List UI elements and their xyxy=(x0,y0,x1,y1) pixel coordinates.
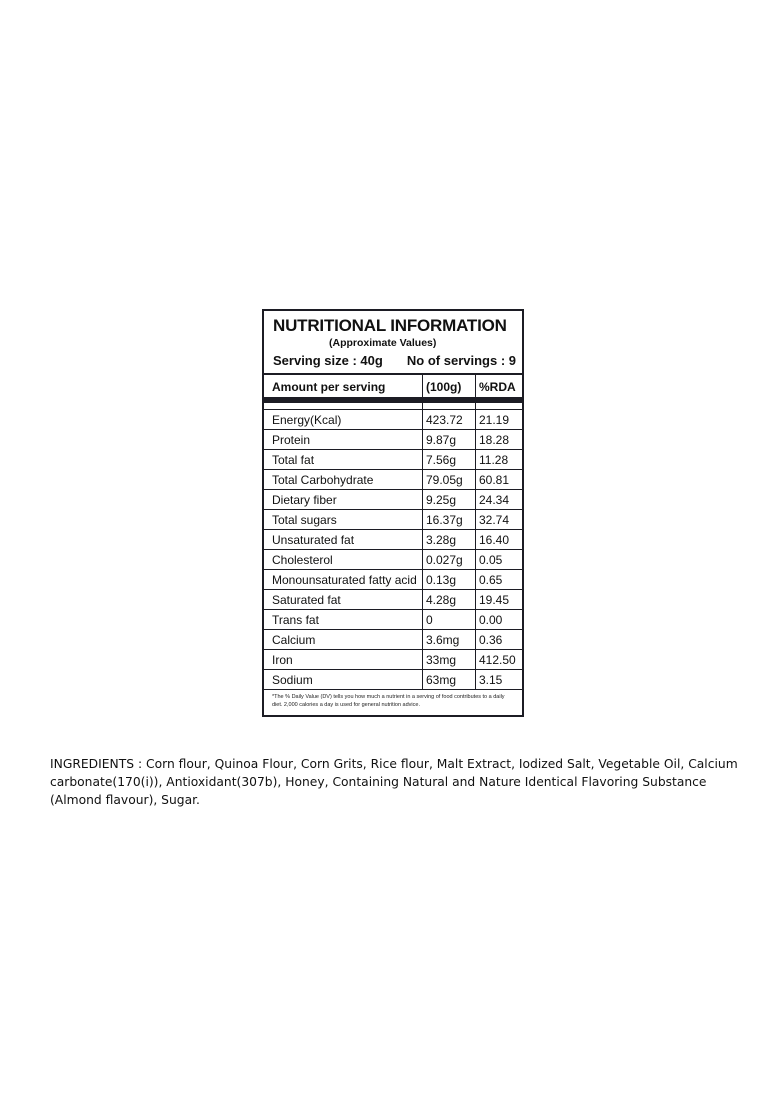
table-header-row xyxy=(264,375,522,399)
nutrient-quantity: 33mg xyxy=(423,650,476,669)
daily-value-footnote: *The % Daily Value (DV) tells you how much a nutrient in a serving of food contributes to a daily diet. 2,000 calories a day is used for general nutrition advice. xyxy=(272,694,505,708)
nutrient-rda: 18.28 xyxy=(479,432,510,447)
header-rda: %RDA xyxy=(479,380,516,394)
ingredients-text: INGREDIENTS : Corn flour, Quinoa Flour, Corn Grits, Rice flour, Malt Extract, Iodized Salt, Vegetable Oil, Calcium carbonate(170(i)), Antioxidant(307b), Honey, Containing Natural and Nature Identical Flavoring Substance (Almond flavour), Sugar. xyxy=(50,757,738,807)
nutrient-rda: 19.45 xyxy=(479,592,510,607)
serving-info xyxy=(273,353,516,368)
nutrient-quantity: 3.28g xyxy=(423,530,476,549)
spacer-qty-col xyxy=(423,403,476,409)
nutrient-quantity: 0.13g xyxy=(423,570,476,589)
nutrient-row xyxy=(264,669,522,689)
nutrient-row xyxy=(264,429,522,449)
nutrient-name: Monounsaturated fatty acid xyxy=(264,570,423,589)
nutrient-name: Iron xyxy=(264,650,423,669)
servings-count: No of servings : 9 xyxy=(406,353,516,368)
spacer-name-col xyxy=(264,403,423,409)
nutrient-row xyxy=(264,569,522,589)
spacer-rda-col xyxy=(476,403,522,409)
header-amount-per-serving: Amount per serving xyxy=(264,375,423,399)
nutrition-label xyxy=(262,309,524,717)
nutrient-name: Unsaturated fat xyxy=(264,530,423,549)
nutrient-name: Dietary fiber xyxy=(264,490,423,509)
nutrient-quantity: 79.05g xyxy=(423,470,476,489)
nutrient-quantity: 16.37g xyxy=(423,510,476,529)
nutrient-row xyxy=(264,509,522,529)
nutrient-rda: 24.34 xyxy=(479,492,510,507)
table-spacer xyxy=(264,403,522,409)
nutrient-rda: 0.36 xyxy=(479,632,503,647)
nutrient-quantity: 3.6mg xyxy=(423,630,476,649)
nutrient-rda: 32.74 xyxy=(479,512,510,527)
nutrient-row xyxy=(264,469,522,489)
nutrient-row xyxy=(264,609,522,629)
nutrient-table xyxy=(264,403,522,690)
table-bottom-rule xyxy=(264,689,522,690)
nutrient-rda: 0.65 xyxy=(479,572,503,587)
nutrient-quantity: 0 xyxy=(423,610,476,629)
nutrient-row xyxy=(264,549,522,569)
nutrient-quantity: 63mg xyxy=(423,670,476,689)
nutrient-name: Cholesterol xyxy=(264,550,423,569)
nutrient-rows xyxy=(264,409,522,689)
nutrient-row xyxy=(264,449,522,469)
nutrient-name: Saturated fat xyxy=(264,590,423,609)
nutrient-rda: 60.81 xyxy=(479,472,510,487)
nutrient-name: Total fat xyxy=(264,450,423,469)
nutrient-name: Total Carbohydrate xyxy=(264,470,423,489)
nutrient-row xyxy=(264,649,522,669)
nutrient-rda: 0.00 xyxy=(479,612,503,627)
nutrient-row xyxy=(264,589,522,609)
nutrient-quantity: 4.28g xyxy=(423,590,476,609)
nutrient-name: Calcium xyxy=(264,630,423,649)
nutrient-rda: 0.05 xyxy=(479,552,503,567)
nutrient-quantity: 423.72 xyxy=(423,410,476,429)
label-title: NUTRITIONAL INFORMATION xyxy=(273,316,507,335)
header-quantity: (100g) xyxy=(423,375,476,399)
nutrient-quantity: 0.027g xyxy=(423,550,476,569)
nutrient-rda: 3.15 xyxy=(479,672,503,687)
nutrient-row xyxy=(264,489,522,509)
nutrient-name: Energy(Kcal) xyxy=(264,410,423,429)
nutrient-name: Trans fat xyxy=(264,610,423,629)
label-subtitle: (Approximate Values) xyxy=(329,337,437,349)
nutrient-rda: 412.50 xyxy=(479,652,516,667)
nutrient-quantity: 9.25g xyxy=(423,490,476,509)
nutrient-name: Sodium xyxy=(264,670,423,689)
nutrient-rda: 21.19 xyxy=(479,412,510,427)
serving-size: Serving size : 40g xyxy=(273,353,383,368)
nutrient-quantity: 9.87g xyxy=(423,430,476,449)
nutrient-row xyxy=(264,409,522,429)
nutrient-name: Total sugars xyxy=(264,510,423,529)
nutrient-rda: 16.40 xyxy=(479,532,510,547)
nutrient-rda: 11.28 xyxy=(479,452,509,467)
nutrient-quantity: 7.56g xyxy=(423,450,476,469)
nutrient-name: Protein xyxy=(264,430,423,449)
nutrient-row xyxy=(264,529,522,549)
nutrient-row xyxy=(264,629,522,649)
